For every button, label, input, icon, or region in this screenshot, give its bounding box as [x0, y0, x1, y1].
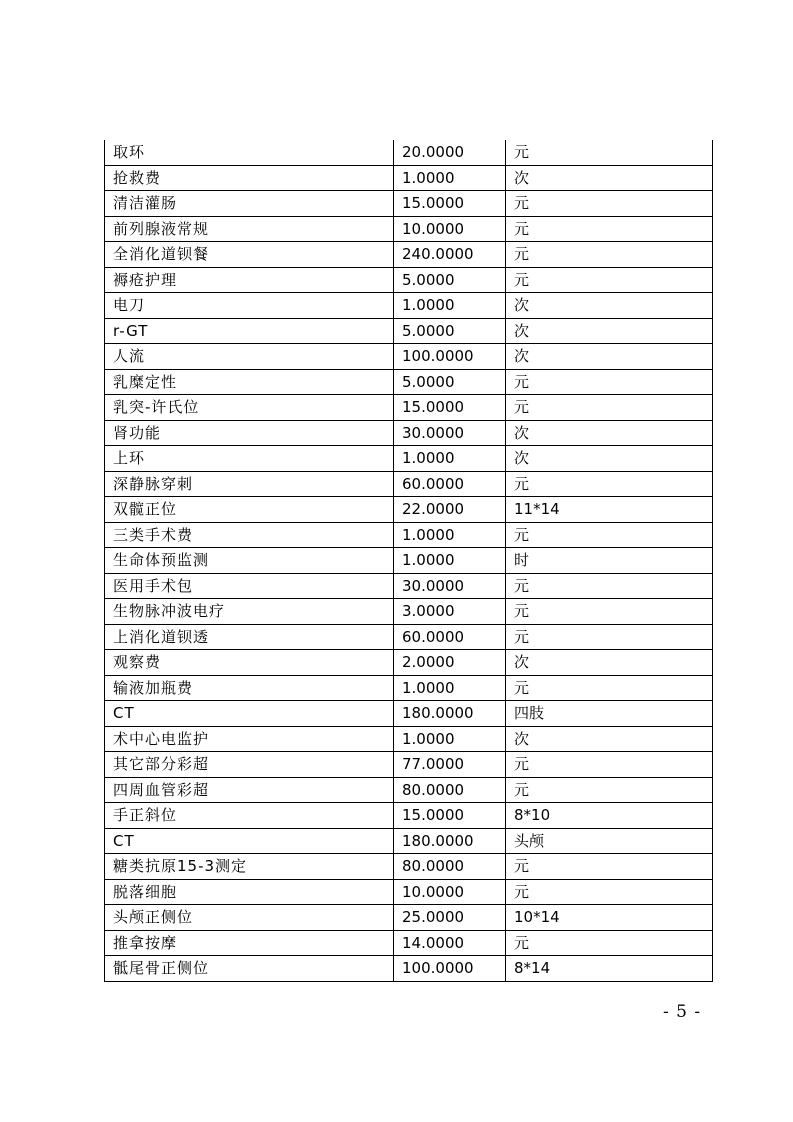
item-name-cell: 糖类抗原15-3测定 — [105, 854, 394, 880]
price-cell: 77.0000 — [394, 752, 506, 778]
price-cell: 5.0000 — [394, 318, 506, 344]
unit-cell: 8*14 — [506, 956, 713, 982]
unit-cell: 元 — [506, 752, 713, 778]
table-row — [105, 369, 713, 395]
item-name-cell: 肾功能 — [105, 420, 394, 446]
price-cell: 1.0000 — [394, 675, 506, 701]
item-name-cell: 乳突-许氏位 — [105, 395, 394, 421]
price-cell: 240.0000 — [394, 242, 506, 268]
unit-cell: 8*10 — [506, 803, 713, 829]
table-row — [105, 242, 713, 268]
price-cell: 1.0000 — [394, 548, 506, 574]
table-row — [105, 165, 713, 191]
unit-cell: 次 — [506, 446, 713, 472]
page-number: - 5 - — [663, 1002, 702, 1022]
item-name-cell: 前列腺液常规 — [105, 216, 394, 242]
item-name-cell: 全消化道钡餐 — [105, 242, 394, 268]
unit-cell: 元 — [506, 573, 713, 599]
item-name-cell: 抢救费 — [105, 165, 394, 191]
price-cell: 60.0000 — [394, 624, 506, 650]
price-cell: 15.0000 — [394, 191, 506, 217]
unit-cell: 元 — [506, 191, 713, 217]
table-row — [105, 140, 713, 165]
item-name-cell: CT — [105, 701, 394, 727]
unit-cell: 元 — [506, 471, 713, 497]
fee-table-body — [105, 140, 713, 981]
price-cell: 14.0000 — [394, 930, 506, 956]
price-cell: 10.0000 — [394, 879, 506, 905]
item-name-cell: r-GT — [105, 318, 394, 344]
unit-cell: 四肢 — [506, 701, 713, 727]
table-row — [105, 420, 713, 446]
unit-cell: 次 — [506, 165, 713, 191]
unit-cell: 元 — [506, 369, 713, 395]
unit-cell: 元 — [506, 242, 713, 268]
table-row — [105, 497, 713, 523]
table-row — [105, 395, 713, 421]
item-name-cell: 观察费 — [105, 650, 394, 676]
item-name-cell: 脱落细胞 — [105, 879, 394, 905]
price-cell: 1.0000 — [394, 293, 506, 319]
unit-cell: 次 — [506, 293, 713, 319]
price-cell: 1.0000 — [394, 522, 506, 548]
price-cell: 80.0000 — [394, 777, 506, 803]
item-name-cell: 褥疮护理 — [105, 267, 394, 293]
unit-cell: 次 — [506, 650, 713, 676]
table-row — [105, 216, 713, 242]
price-cell: 22.0000 — [394, 497, 506, 523]
item-name-cell: 双髋正位 — [105, 497, 394, 523]
unit-cell: 元 — [506, 624, 713, 650]
price-cell: 100.0000 — [394, 956, 506, 982]
unit-cell: 元 — [506, 395, 713, 421]
item-name-cell: 推拿按摩 — [105, 930, 394, 956]
price-cell: 15.0000 — [394, 803, 506, 829]
unit-cell: 时 — [506, 548, 713, 574]
unit-cell: 次 — [506, 420, 713, 446]
table-row — [105, 905, 713, 931]
price-cell: 5.0000 — [394, 369, 506, 395]
table-row — [105, 701, 713, 727]
price-cell: 2.0000 — [394, 650, 506, 676]
unit-cell: 元 — [506, 879, 713, 905]
table-row — [105, 522, 713, 548]
table-row — [105, 267, 713, 293]
price-cell: 30.0000 — [394, 420, 506, 446]
table-row — [105, 471, 713, 497]
unit-cell: 次 — [506, 726, 713, 752]
item-name-cell: 上消化道钡透 — [105, 624, 394, 650]
price-cell: 180.0000 — [394, 701, 506, 727]
unit-cell: 元 — [506, 267, 713, 293]
item-name-cell: 生物脉冲波电疗 — [105, 599, 394, 625]
item-name-cell: 头颅正侧位 — [105, 905, 394, 931]
table-row — [105, 344, 713, 370]
table-row — [105, 879, 713, 905]
item-name-cell: 手正斜位 — [105, 803, 394, 829]
item-name-cell: 上环 — [105, 446, 394, 472]
unit-cell: 元 — [506, 854, 713, 880]
unit-cell: 10*14 — [506, 905, 713, 931]
price-cell: 100.0000 — [394, 344, 506, 370]
unit-cell: 元 — [506, 930, 713, 956]
item-name-cell: 术中心电监护 — [105, 726, 394, 752]
item-name-cell: 深静脉穿刺 — [105, 471, 394, 497]
price-cell: 10.0000 — [394, 216, 506, 242]
unit-cell: 次 — [506, 344, 713, 370]
table-row — [105, 624, 713, 650]
price-cell: 180.0000 — [394, 828, 506, 854]
unit-cell: 元 — [506, 599, 713, 625]
table-row — [105, 956, 713, 982]
table-row — [105, 675, 713, 701]
table-row — [105, 446, 713, 472]
table-row — [105, 191, 713, 217]
unit-cell: 11*14 — [506, 497, 713, 523]
fee-table — [104, 140, 713, 982]
item-name-cell: 其它部分彩超 — [105, 752, 394, 778]
table-row — [105, 548, 713, 574]
price-cell: 3.0000 — [394, 599, 506, 625]
item-name-cell: 四周血管彩超 — [105, 777, 394, 803]
unit-cell: 次 — [506, 318, 713, 344]
price-cell: 15.0000 — [394, 395, 506, 421]
table-row — [105, 599, 713, 625]
price-cell: 25.0000 — [394, 905, 506, 931]
item-name-cell: 取环 — [105, 140, 394, 165]
price-cell: 1.0000 — [394, 726, 506, 752]
table-row — [105, 650, 713, 676]
price-cell: 1.0000 — [394, 446, 506, 472]
price-cell: 5.0000 — [394, 267, 506, 293]
table-row — [105, 293, 713, 319]
unit-cell: 头颅 — [506, 828, 713, 854]
item-name-cell: 生命体预监测 — [105, 548, 394, 574]
price-cell: 20.0000 — [394, 140, 506, 165]
table-row — [105, 726, 713, 752]
table-row — [105, 318, 713, 344]
item-name-cell: 输液加瓶费 — [105, 675, 394, 701]
unit-cell: 元 — [506, 522, 713, 548]
unit-cell: 元 — [506, 675, 713, 701]
price-cell: 30.0000 — [394, 573, 506, 599]
table-row — [105, 752, 713, 778]
table-row — [105, 803, 713, 829]
item-name-cell: 三类手术费 — [105, 522, 394, 548]
unit-cell: 元 — [506, 777, 713, 803]
item-name-cell: 骶尾骨正侧位 — [105, 956, 394, 982]
table-row — [105, 930, 713, 956]
unit-cell: 元 — [506, 216, 713, 242]
item-name-cell: CT — [105, 828, 394, 854]
item-name-cell: 人流 — [105, 344, 394, 370]
item-name-cell: 乳糜定性 — [105, 369, 394, 395]
price-cell: 60.0000 — [394, 471, 506, 497]
item-name-cell: 电刀 — [105, 293, 394, 319]
item-name-cell: 清洁灌肠 — [105, 191, 394, 217]
price-cell: 80.0000 — [394, 854, 506, 880]
item-name-cell: 医用手术包 — [105, 573, 394, 599]
table-row — [105, 573, 713, 599]
unit-cell: 元 — [506, 140, 713, 165]
table-row — [105, 777, 713, 803]
price-cell: 1.0000 — [394, 165, 506, 191]
table-row — [105, 854, 713, 880]
table-row — [105, 828, 713, 854]
